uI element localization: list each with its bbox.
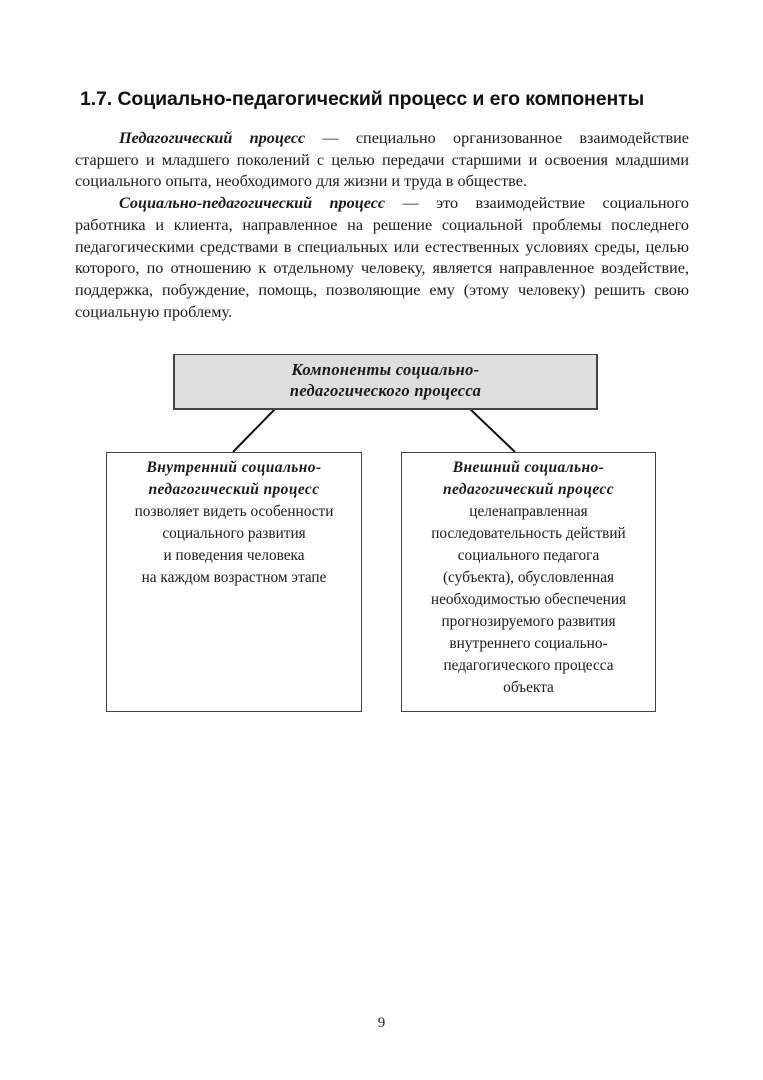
box-body-line: прогнозируемого развития bbox=[441, 613, 616, 630]
page-number: 9 bbox=[377, 1015, 386, 1031]
box-body-line: педагогического процесса bbox=[443, 657, 614, 674]
root-title-line: педагогического процесса bbox=[289, 381, 482, 400]
box-title-line: Внутренний социально- bbox=[146, 459, 322, 476]
section-heading: 1.7. Социально-педагогический процесс и его компоненты bbox=[80, 88, 645, 110]
box-body-line: целенаправленная bbox=[469, 503, 588, 520]
connector-line-left bbox=[233, 409, 275, 452]
diagram-root-box bbox=[173, 354, 598, 410]
connector-line-right bbox=[470, 409, 515, 452]
box-body-line: внутреннего социально- bbox=[449, 635, 608, 652]
root-title-line: Компоненты социально- bbox=[291, 360, 480, 379]
box-body-line: и поведения человека bbox=[163, 547, 305, 564]
definition-text: — это взаимодействие социального работника и клиента, направленное на решение социальной проблемы последнего педагогическими средствами в специальных или естественных условиях среды, целью которого, по отношению к отдельному человеку, является направленное воздействие, поддержка, побуждение, помощь, позволяющие ему (этому человеку) решить свою социальную проблему. bbox=[75, 194, 689, 321]
box-body-line: последовательность действий bbox=[431, 525, 626, 542]
definition-text: — специально организованное взаимодействие старшего и младшего поколений с целью передачи старшими и освоения младшими социального опыта, необходимого для жизни и труда в обществе. bbox=[75, 129, 689, 191]
box-body-line: социального педагога bbox=[457, 547, 600, 564]
box-title-line: педагогический процесс bbox=[442, 481, 614, 498]
box-body-line: позволяет видеть особенности bbox=[134, 503, 334, 520]
box-title-line: Внешний социально- bbox=[452, 459, 605, 476]
term-social-pedagogical-process: Социально-педагогический процесс bbox=[119, 194, 386, 213]
diagram-box-internal-process bbox=[106, 452, 362, 712]
box-body-line: социального развития bbox=[162, 525, 306, 542]
box-body-line: (субъекта), обусловленная bbox=[442, 569, 615, 586]
diagram-box-external-process bbox=[401, 452, 656, 712]
box-title-line: педагогический процесс bbox=[148, 481, 320, 498]
box-body-line: необходимостью обеспечения bbox=[430, 591, 627, 608]
box-body-line: на каждом возрастном этапе bbox=[141, 569, 327, 586]
box-body-line: объекта bbox=[503, 679, 554, 696]
term-pedagogical-process: Педагогический процесс bbox=[119, 129, 306, 147]
